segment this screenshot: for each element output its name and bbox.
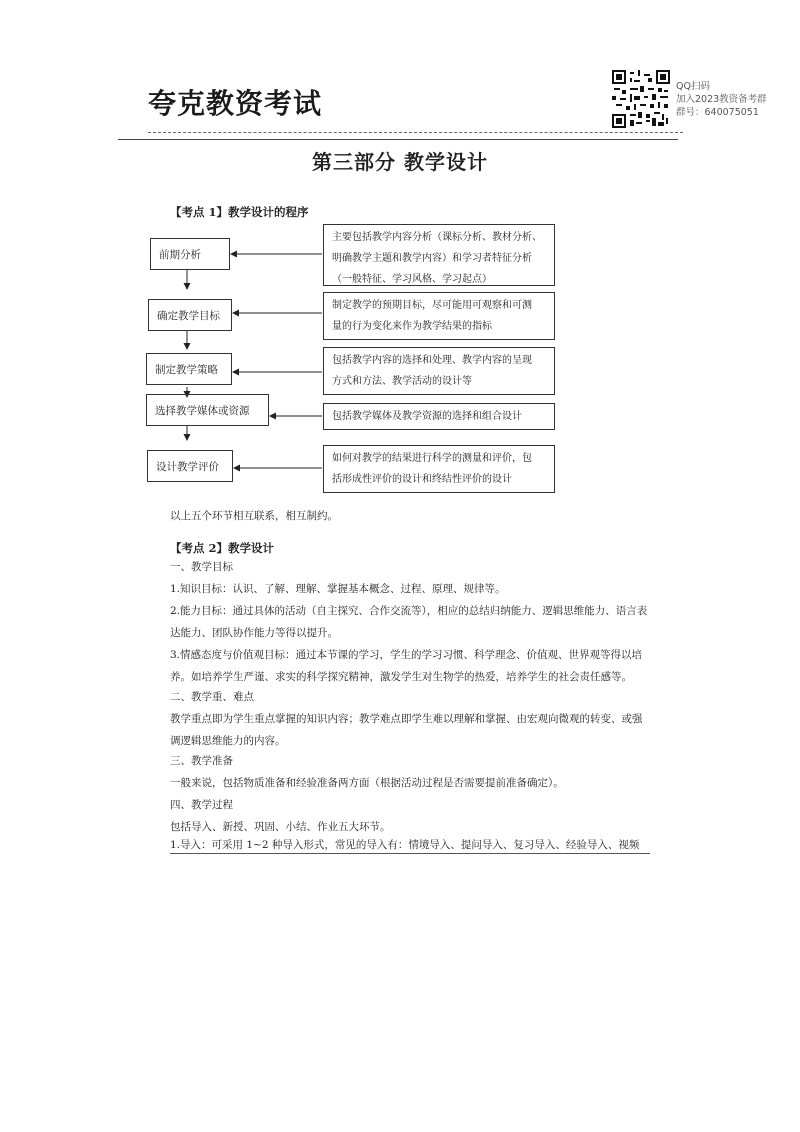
flow-step-box: 确定教学目标 <box>148 299 232 331</box>
paragraph: 1.知识目标：认识、了解、理解、掌握基本概念、过程、原理、规律等。 <box>170 583 506 595</box>
description-line: （一般特征、学习风格、学习起点） <box>332 274 492 285</box>
qr-caption-line: QQ扫码 <box>676 81 710 92</box>
paragraph: 2.能力目标：通过具体的活动（自主探究、合作交流等），相应的总结归纳能力、逻辑思维能力、语言表达能力、团队协作能力等得以提升。 <box>170 605 648 639</box>
flow-description-box <box>323 445 555 493</box>
description-line: 括形成性评价的设计和终结性评价的设计 <box>332 474 512 485</box>
paragraph: 3.情感态度与价值观目标：通过本节课的学习，学生的学习习惯、科学理念、价值观、世界观等得以培养。如培养学生严谨、求实的科学探究精神，激发学生对生物学的热爱，培养学生的社会责任感等。 <box>170 649 643 683</box>
flow-description-box <box>323 347 555 395</box>
flow-description-box <box>323 403 555 430</box>
flow-step-box: 选择教学媒体或资源 <box>146 394 269 426</box>
section-heading-point2: 【考点 2】教学设计 <box>170 541 275 555</box>
paragraph: 1.导入：可采用 1~2 种导入形式，常见的导入有：情境导入、提问导入、复习导入、经验导入、视频 <box>170 839 640 851</box>
description-line: 制定教学的预期目标，尽可能用可观察和可测 <box>332 300 532 311</box>
qr-caption-line: 群号：640075051 <box>676 107 759 118</box>
flow-step-box: 设计教学评价 <box>147 450 233 482</box>
brand-logo: 夸克教资考试 <box>148 87 323 120</box>
paragraph: 一般来说，包括物质准备和经验准备两方面（根据活动过程是否需要提前准备确定）。 <box>170 777 564 789</box>
description-line: 明确教学主题和教学内容）和学习者特征分析 <box>332 253 532 264</box>
flowchart-summary: 以上五个环节相互联系，相互制约。 <box>170 510 338 522</box>
description-line: 主要包括教学内容分析（课标分析、教材分析、 <box>332 232 542 243</box>
subheading: 三、教学准备 <box>170 755 233 767</box>
description-line: 包括教学内容的选择和处理、教学内容的呈现 <box>332 355 532 366</box>
flow-description-box <box>323 224 555 286</box>
page-bottom-rule <box>170 853 650 854</box>
description-line: 方式和方法、教学活动的设计等 <box>332 376 472 387</box>
subheading: 一、教学目标 <box>170 561 233 573</box>
qr-caption-line: 加入2023教资备考群 <box>676 94 767 105</box>
subheading: 二、教学重、难点 <box>170 691 254 703</box>
flow-description-box <box>323 292 555 340</box>
description-line: 如何对教学的结果进行科学的测量和评价，包 <box>332 453 532 464</box>
flow-step-box: 前期分析 <box>150 238 230 270</box>
description-line: 量的行为变化来作为教学结果的指标 <box>332 321 492 332</box>
subheading: 四、教学过程 <box>170 799 233 811</box>
description-line: 包括教学媒体及教学资源的选择和组合设计 <box>332 411 522 422</box>
page-title: 第三部分 教学设计 <box>312 150 488 174</box>
section-heading-point1: 【考点 1】教学设计的程序 <box>170 205 309 219</box>
paragraph: 包括导入、新授、巩固、小结、作业五大环节。 <box>170 821 391 833</box>
flow-step-box: 制定教学策略 <box>146 353 232 385</box>
paragraph: 教学重点即为学生重点掌握的知识内容；教学难点即学生难以理解和掌握、由宏观向微观的转变、或强调逻辑思维能力的内容。 <box>170 713 643 747</box>
